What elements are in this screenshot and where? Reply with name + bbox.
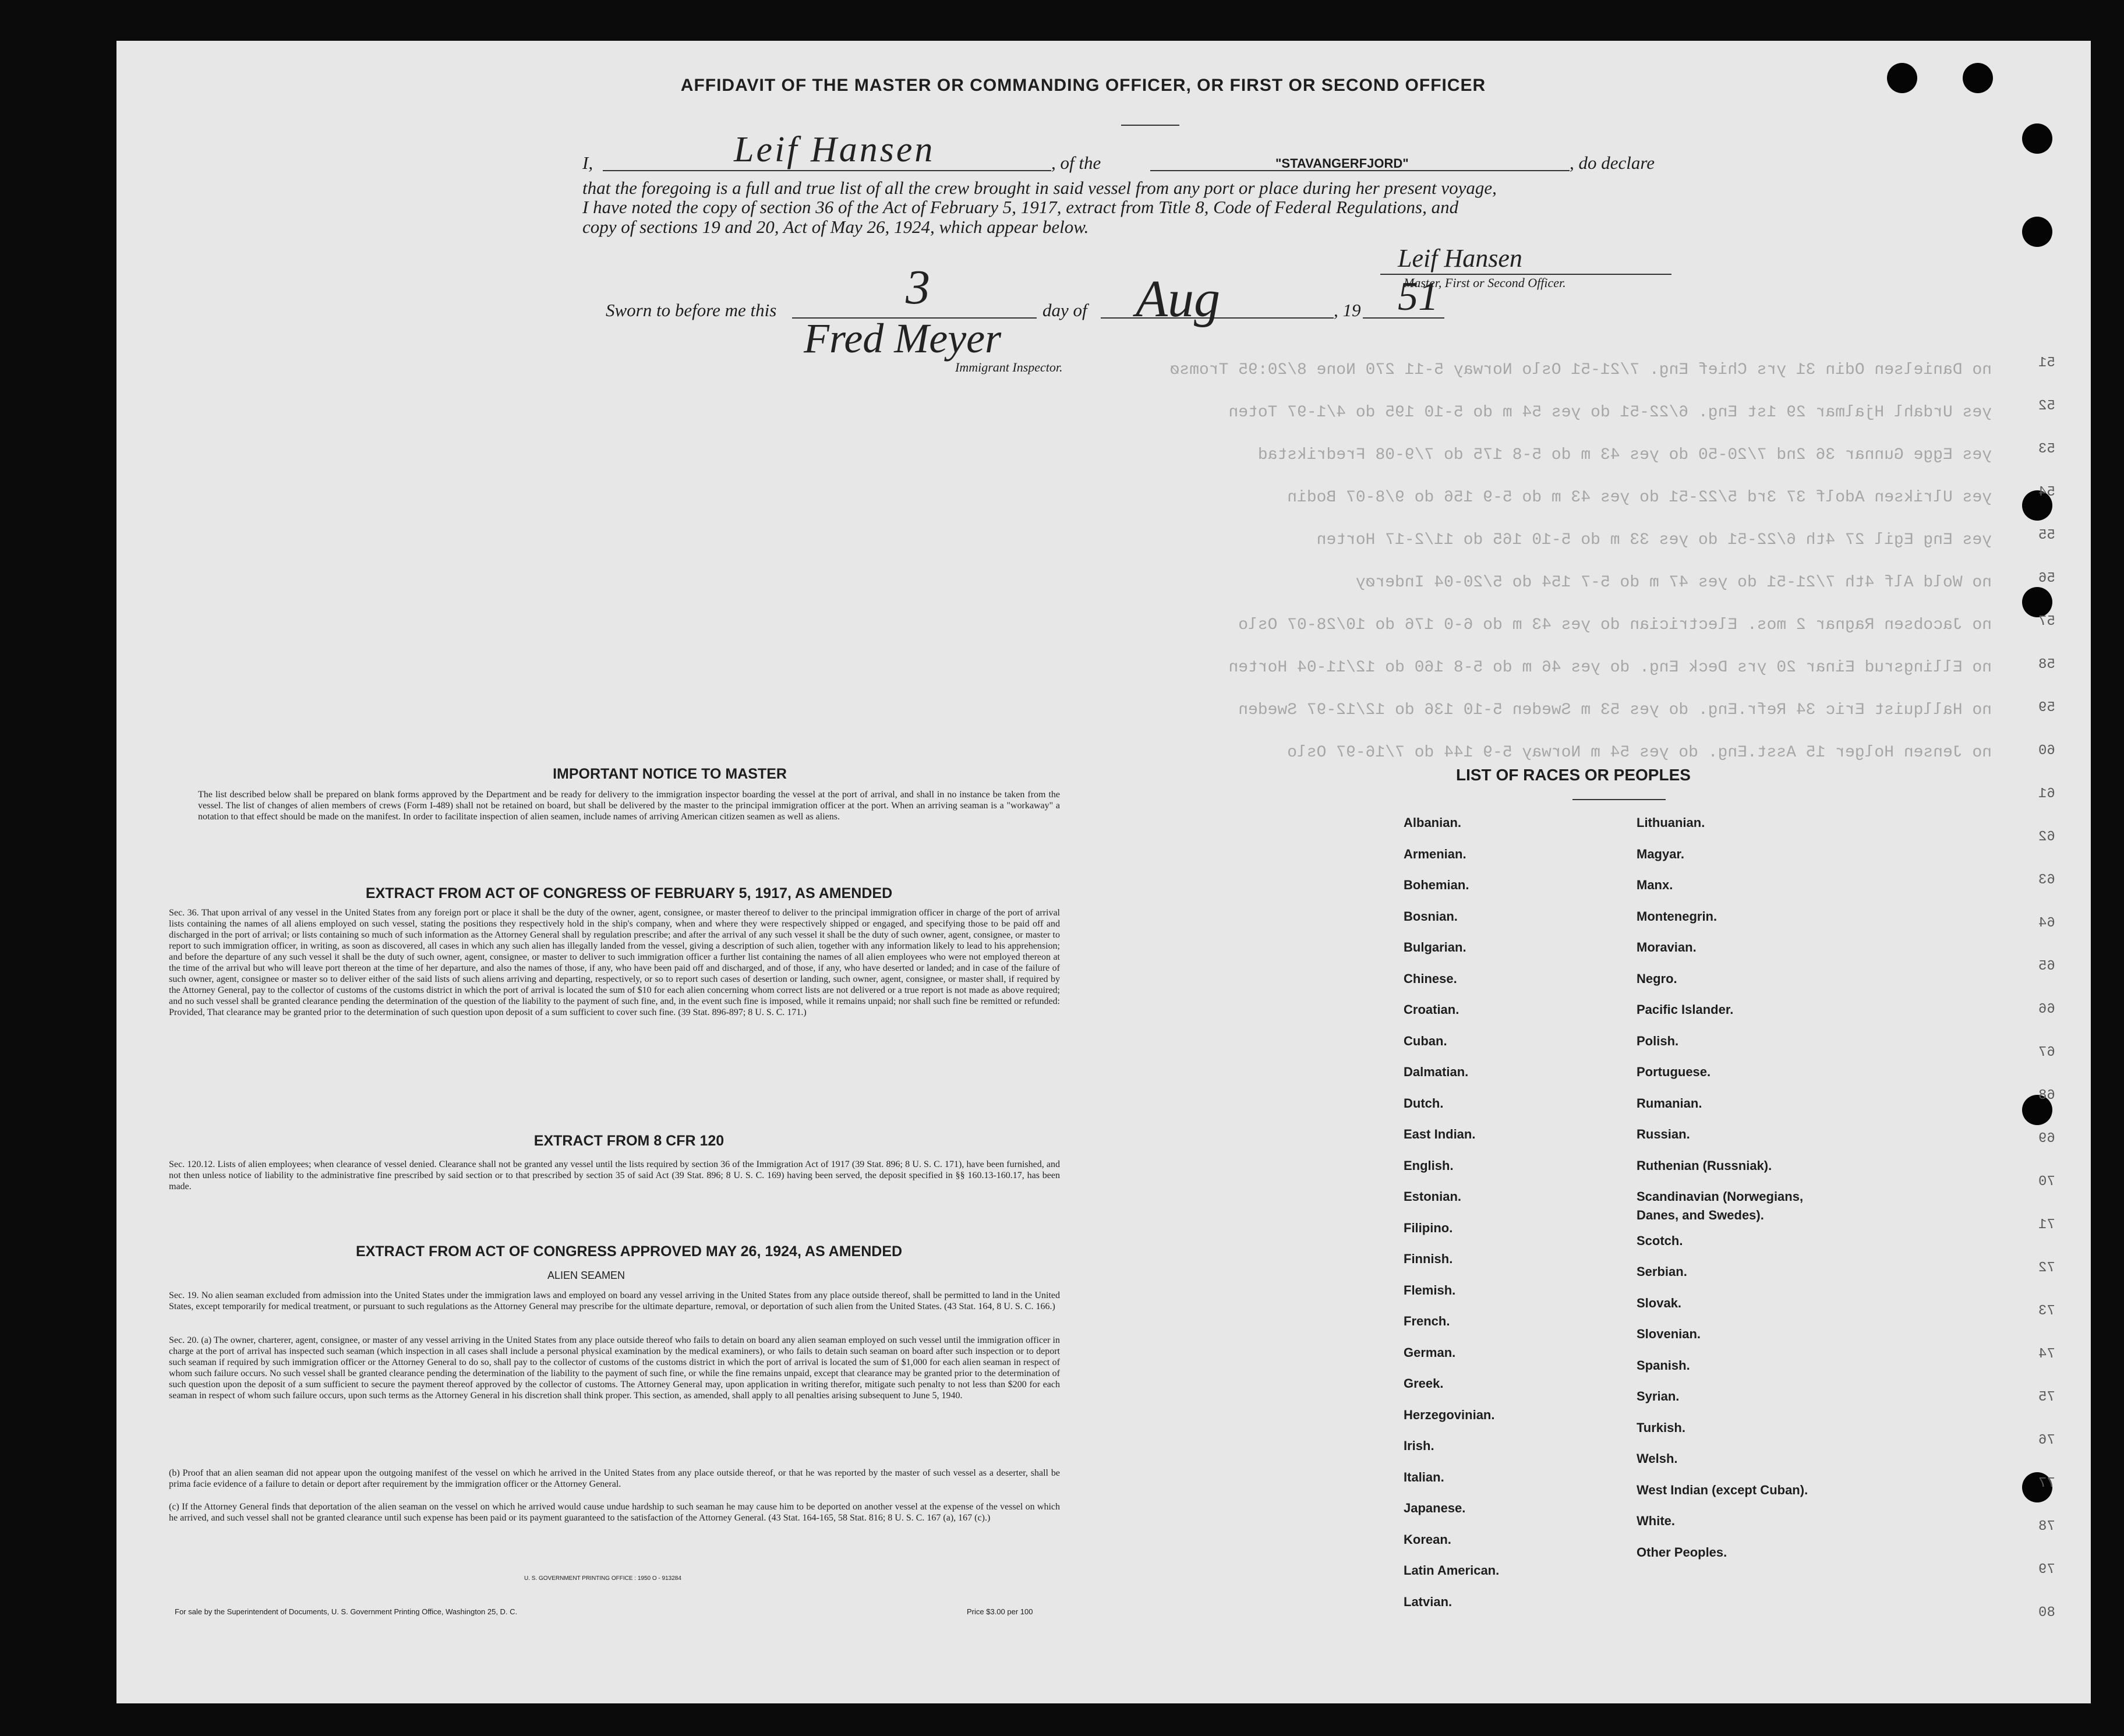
inspector-signature: Fred Meyer xyxy=(804,315,1002,362)
bleed-through-row: yes Eng Egil 27 4th 6/22-51 do yes 33 m do 5-10 165 do 11/2-17 Horten xyxy=(1316,531,1992,549)
race-item: Filipino. xyxy=(1404,1220,1453,1235)
bleed-through-row: no Ellingsrud Einar 20 yrs Deck Eng. do yes 46 m do 5-8 160 do 12/11-04 Horten xyxy=(1228,659,1992,677)
race-item: Manx. xyxy=(1637,878,1673,892)
row-number: 73 xyxy=(2038,1303,2055,1319)
race-item: Armenian. xyxy=(1404,846,1466,861)
race-item: Chinese. xyxy=(1404,971,1457,986)
race-item: Slovak. xyxy=(1637,1295,1682,1310)
punch-hole xyxy=(1887,63,1917,93)
punch-hole xyxy=(2022,123,2052,154)
race-item: Korean. xyxy=(1404,1532,1451,1547)
sec20a-text: Sec. 20. (a) The owner, charterer, agent, consignee, or master of any vessel arriving in the United States from any place outside thereof who fails to detain on board any alien seaman employed on such vessel until the immigration officer in charge at the port of arrival has inspected such seaman (which inspection in all cases shall include a personal physical examination by the medical examiners), or who fails to detain such seaman on board after such inspection or to deport such seaman if required by such immigration officer or the Attorney General to do so, shall pay to the collector of customs of the customs district in which the port of arrival is located the sum of $1,000 for each alien seaman in respect of whom such failure occurs. No such vessel shall be granted clearance pending the determination of the liability to the payment of such fine, or while the fine remains unpaid, except that clearance may be granted prior to the determination of such question upon the deposit of a sum sufficient to secure the payment thereof approved by the collector of customs. The Attorney General may, upon application in writing therefor, mitigate such penalty to not less than $200 for each seaman in respect of whom such failure occurs, upon such terms as the Attorney General in his discretion shall think proper. This section, as amended, shall apply to all penalties arising subsequent to June 5, 1940. xyxy=(169,1335,1060,1401)
row-number: 54 xyxy=(2038,485,2055,500)
race-item: Latin American. xyxy=(1404,1563,1500,1578)
race-item: Danes, and Swedes). xyxy=(1637,1208,1764,1222)
race-item: Albanian. xyxy=(1404,815,1462,830)
sec19-text: Sec. 19. No alien seaman excluded from admission into the United States under the immigration laws and employed on board any vessel arriving in the United States from any place outside thereof, shall be permitted to land in the United States, except temporarily for medical treatment, or pursuant to such regulations as the Attorney General may prescribe for the ultimate departure, removal, or deportation of such alien from the United States. (43 Stat. 164, 8 U. S. C. 166.) xyxy=(169,1290,1060,1311)
race-item: Russian. xyxy=(1637,1127,1690,1141)
race-item: Welsh. xyxy=(1637,1451,1678,1466)
row-number: 77 xyxy=(2038,1476,2055,1491)
row-number: 68 xyxy=(2038,1088,2055,1104)
vessel-name: "STAVANGERFJORD" xyxy=(1275,156,1409,171)
bleed-through-row: no Jacobsen Ragnar 2 mos. Electrician do yes 43 m do 6-0 176 do 10/28-07 Oslo xyxy=(1238,616,1992,634)
extract-1924-heading: EXTRACT FROM ACT OF CONGRESS APPROVED MAY 26, 1924, AS AMENDED xyxy=(355,1243,903,1260)
race-item: Dalmatian. xyxy=(1404,1065,1469,1079)
races-heading: LIST OF RACES OR PEOPLES xyxy=(1456,766,1691,784)
row-number: 72 xyxy=(2038,1260,2055,1276)
extract-1917-text: Sec. 36. That upon arrival of any vessel in the United States from any foreign port or place it shall be the duty of the owner, agent, consignee, or master thereof to deliver to the principal immigration officer in charge of the port of arrival lists containing the names of all aliens employed on such vessel, stating the positions they respectively hold in the ship's company, when and where they were respectively shipped or engaged, and specifying those to be paid off and discharged in the port of arrival; or lists containing so much of such information as the Attorney General shall by regulation prescribe; and after the arrival of any such vessel it shall be the duty of such owner, agent, consignee, or master to report to such immigration officer, in writing, as soon as discovered, all cases in which any such alien has illegally landed from the vessel, giving a description of such alien, together with any information likely to lead to his apprehension; and before the departure of any such vessel it shall be the duty of such owner, agent, consignee, or master to deliver to such immigration officer a further list containing the names of all alien employees who were not employed thereon at the time of the arrival but who will leave port thereon at the time of her departure, and also the names of those, if any, who have been paid off and discharged, and of those, if any, who have deserted or landed; and in case of the failure of such owner, agent, consignee or master so to deliver either of the said lists of such aliens arriving and departing, respectively, or so to report such cases of desertion or landing, such owner, agent, consignee, or master shall, if required by the Attorney General, pay to the collector of customs of the customs district in which the port of arrival is located the sum of $10 for each alien concerning whom correct lists are not delivered or a true report is not made as above required; and no such vessel shall be granted clearance pending the determination of the question of the liability to the payment of such fine, and, in the event such fine is imposed, while it remains unpaid; nor shall such fine be remitted or refunded: Provided, That clearance may be granted prior to the determination of such question upon deposit of a sum sufficient to cover such fine. (39 Stat. 896-897; 8 U. S. C. 171.) xyxy=(169,908,1060,1017)
declaration-line-2: I have noted the copy of section 36 of the Act of February 5, 1917, extract from Title 8, Code of Federal Regulations, and xyxy=(582,197,1459,217)
race-item: Serbian. xyxy=(1637,1264,1687,1279)
row-number: 75 xyxy=(2038,1389,2055,1405)
race-item: Other Peoples. xyxy=(1637,1544,1727,1560)
race-item: Flemish. xyxy=(1404,1282,1456,1297)
race-item: French. xyxy=(1404,1314,1450,1328)
row-number: 52 xyxy=(2038,398,2055,414)
gpo-imprint: U. S. GOVERNMENT PRINTING OFFICE : 1950 O - 913284 xyxy=(524,1575,681,1582)
row-number: 63 xyxy=(2038,872,2055,888)
row-number: 56 xyxy=(2038,571,2055,586)
row-number: 80 xyxy=(2038,1605,2055,1621)
race-item: Spanish. xyxy=(1637,1357,1690,1373)
row-number: 61 xyxy=(2038,786,2055,802)
race-item: Portuguese. xyxy=(1637,1065,1711,1079)
race-item: Moravian. xyxy=(1637,940,1697,954)
race-item: Slovenian. xyxy=(1637,1327,1701,1341)
race-item: White. xyxy=(1637,1514,1675,1528)
notice-text: The list described below shall be prepared on blank forms approved by the Department and be ready for delivery to the immigration inspector boarding the vessel at the port of arrival, and shall in no instance be taken from the vessel. The list of changes of alien members of crews (Form I-489) shall not be retained on board, but shall be delivered by the master to the principal immigration officer at the port. When an arriving seaman is a "workaway" a notation to that effect should be made on the manifest. In order to facilitate inspection of alien seamen, include names of arriving American citizen seamen as well as aliens. xyxy=(198,790,1060,822)
bleed-through-row: yes Egge Gunnar 36 2nd 7/20-50 do yes 43 m do 5-8 175 do 7/9-08 Fredrikstad xyxy=(1257,446,1992,464)
of-the-label: , of the xyxy=(1051,153,1101,173)
race-item: Cuban. xyxy=(1404,1033,1447,1048)
vessel-line xyxy=(1150,170,1570,171)
declaration-line-3: copy of sections 19 and 20, Act of May 26, 1924, which appear below. xyxy=(582,217,1089,237)
row-number: 53 xyxy=(2038,441,2055,457)
race-item: Irish. xyxy=(1404,1438,1434,1453)
race-item: Croatian. xyxy=(1404,1002,1459,1017)
i-label: I, xyxy=(582,153,593,173)
row-number: 64 xyxy=(2038,915,2055,931)
row-number: 58 xyxy=(2038,657,2055,673)
race-item: German. xyxy=(1404,1345,1456,1360)
row-number: 70 xyxy=(2038,1174,2055,1190)
race-item: Finnish. xyxy=(1404,1251,1453,1266)
race-item: Japanese. xyxy=(1404,1501,1466,1515)
row-number: 62 xyxy=(2038,829,2055,845)
bleed-through-row: no Danielsen Odin 31 yrs Chief Eng. 7/21-51 Oslo Norway 5-11 270 None 8/20:95 Tromsø xyxy=(1169,361,1992,379)
master-name-line xyxy=(603,170,1051,171)
of-the-line xyxy=(1121,125,1179,126)
race-item: Pacific Islander. xyxy=(1637,1002,1734,1017)
document-page xyxy=(116,41,2091,1703)
race-item: Scandinavian (Norwegians, xyxy=(1637,1189,1804,1204)
races-heading-rule xyxy=(1572,799,1666,800)
row-number: 76 xyxy=(2038,1433,2055,1448)
punch-hole xyxy=(2022,217,2052,247)
bleed-through-row: yes Urdahl Hjalmar 29 1st Eng. 6/22-51 do yes 54 m do 5-10 195 do 4/1-97 Toten xyxy=(1228,404,1992,422)
master-caption: Master, First or Second Officer. xyxy=(1404,275,1566,290)
row-number: 60 xyxy=(2038,743,2055,759)
year-prefix: , 19 xyxy=(1334,300,1361,320)
bleed-through-row: yes Ulriksen Adolf 37 3rd 5/22-51 do yes 43 m do 5-9 156 do 9/8-07 Bodin xyxy=(1287,489,1992,507)
punch-hole xyxy=(2022,587,2052,617)
race-item: Turkish. xyxy=(1637,1420,1685,1435)
race-item: Latvian. xyxy=(1404,1594,1452,1609)
punch-hole xyxy=(1963,63,1993,93)
race-item: Herzegovinian. xyxy=(1404,1407,1495,1422)
race-item: Bosnian. xyxy=(1404,908,1458,924)
race-item: Lithuanian. xyxy=(1637,815,1705,830)
notice-heading: IMPORTANT NOTICE TO MASTER xyxy=(553,766,787,782)
footer-sale-note: For sale by the Superintendent of Documents, U. S. Government Printing Office, Washington 25, D. C. xyxy=(175,1607,518,1616)
race-item: West Indian (except Cuban). xyxy=(1637,1482,1808,1497)
race-item: Negro. xyxy=(1637,971,1677,986)
sec20c-text: (c) If the Attorney General finds that deportation of the alien seaman on the vessel on which he arrived would cause undue hardship to such seaman he may cause him to be deported on another vessel at the expense of the vessel on which he arrived, and such vessel shall not be granted clearance until such expense has been paid or its payment guaranteed to the satisfaction of the Attorney General. (43 Stat. 164-165, 58 Stat. 816; 8 U. S. C. 167 (a), 167 (c).) xyxy=(169,1502,1060,1523)
do-declare-label: , do declare xyxy=(1570,153,1655,173)
row-number: 71 xyxy=(2038,1217,2055,1233)
row-number: 51 xyxy=(2038,355,2055,371)
row-number: 57 xyxy=(2038,614,2055,630)
master-name: Leif Hansen xyxy=(734,130,935,169)
sworn-label: Sworn to before me this xyxy=(606,300,777,320)
race-item: Estonian. xyxy=(1404,1189,1462,1204)
extract-1917-heading: EXTRACT FROM ACT OF CONGRESS OF FEBRUARY 5, 1917, AS AMENDED xyxy=(365,885,893,901)
race-item: Bulgarian. xyxy=(1404,940,1466,954)
race-item: Scotch. xyxy=(1637,1233,1683,1248)
race-item: Rumanian. xyxy=(1637,1095,1702,1111)
race-item: Magyar. xyxy=(1637,846,1684,861)
extract-cfr-heading: EXTRACT FROM 8 CFR 120 xyxy=(533,1133,725,1149)
race-item: Greek. xyxy=(1404,1376,1444,1391)
race-item: Syrian. xyxy=(1637,1389,1680,1403)
row-number: 67 xyxy=(2038,1045,2055,1060)
row-number: 69 xyxy=(2038,1131,2055,1147)
bleed-through-row: no Wold Alf 4th 7/21-51 do yes 47 m do 5-7 154 do 5/20-04 Inderøy xyxy=(1355,574,1992,592)
sec20b-text: (b) Proof that an alien seaman did not appear upon the outgoing manifest of the vessel on which he arrived in the United States from any place outside thereof, or that he was reported by the master of such vessel as a deserter, shall be prima facie evidence of a failure to detain or deport after requirement by the immigration officer or the Attorney General. xyxy=(169,1468,1060,1489)
row-number: 65 xyxy=(2038,959,2055,974)
race-item: Dutch. xyxy=(1404,1095,1444,1111)
race-item: English. xyxy=(1404,1158,1454,1173)
affidavit-title: AFFIDAVIT OF THE MASTER OR COMMANDING OFFICER, OR FIRST OR SECOND OFFICER xyxy=(680,76,1486,95)
year: 51 xyxy=(1398,274,1439,319)
alien-seamen-subheading: ALIEN SEAMEN xyxy=(547,1270,625,1281)
row-number: 66 xyxy=(2038,1002,2055,1017)
declaration-line-1: that the foregoing is a full and true list of all the crew brought in said vessel from any port or place during her present voyage, xyxy=(582,178,1497,198)
footer-price: Price $3.00 per 100 xyxy=(967,1607,1033,1616)
race-item: Polish. xyxy=(1637,1033,1679,1048)
month: Aug xyxy=(1136,270,1220,328)
bleed-through-row: no Hallquist Eric 34 Refr.Eng. do yes 53 m Sweden 5-10 136 do 12/12-97 Sweden xyxy=(1238,701,1992,719)
race-item: Ruthenian (Russniak). xyxy=(1637,1158,1772,1173)
race-item: Bohemian. xyxy=(1404,878,1469,892)
master-signature: Leif Hansen xyxy=(1398,244,1522,273)
year-line xyxy=(1363,317,1444,319)
day-of-label: day of xyxy=(1042,300,1087,320)
inspector-caption: Immigrant Inspector. xyxy=(955,360,1063,374)
race-item: Italian. xyxy=(1404,1469,1444,1484)
race-item: Montenegrin. xyxy=(1637,908,1717,924)
row-number: 78 xyxy=(2038,1519,2055,1535)
row-number: 59 xyxy=(2038,700,2055,716)
row-number: 55 xyxy=(2038,528,2055,543)
bleed-through-row: no Jensen Holger 15 Asst.Eng. do yes 54 m Norway 5-9 144 do 7/16-97 Oslo xyxy=(1287,744,1992,762)
extract-cfr-text: Sec. 120.12. Lists of alien employees; when clearance of vessel denied. Clearance shall not be granted any vessel until the lists required by section 36 of the Immigration Act of 1917 (39 Stat. 896; 8 U. S. C. 171), have been furnished, and not then unless notice of liability to the administrative fine prescribed by said section or to that prescribed by section 35 of said Act (39 Stat. 896; 8 U. S. C. 169) having been served, the deposit specified in §§ 160.13-160.17, has been made. xyxy=(169,1159,1060,1191)
row-number: 79 xyxy=(2038,1562,2055,1578)
row-number: 74 xyxy=(2038,1346,2055,1362)
race-item: East Indian. xyxy=(1404,1127,1476,1141)
day-number: 3 xyxy=(906,260,930,314)
